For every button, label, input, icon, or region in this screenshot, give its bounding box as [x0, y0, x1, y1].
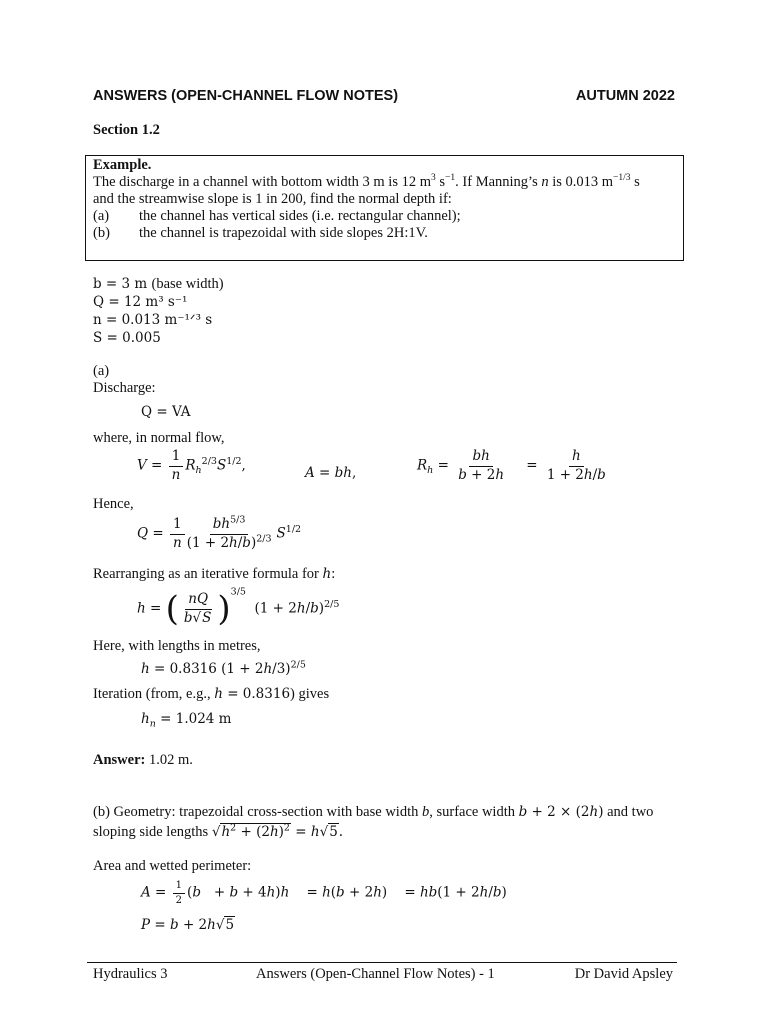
part-b-geometry-line-1: (b) Geometry: trapezoidal cross-section with base width b, surface width b + 2 × (2h) and two	[93, 804, 654, 820]
example-item-b-label: (b)	[93, 225, 110, 241]
given-manning: n = 0.013 m⁻¹ᐟ³ s	[93, 312, 213, 328]
eq-area: A = bh,	[305, 465, 357, 481]
here-text: Here, with lengths in metres,	[93, 638, 261, 654]
iteration-text: Iteration (from, e.g., h = 0.8316) gives	[93, 686, 330, 702]
eq-wetted-perimeter: P = b + 2h√5	[141, 917, 235, 933]
footer-divider	[87, 962, 677, 963]
page-title: ANSWERS (OPEN-CHANNEL FLOW NOTES)	[93, 88, 399, 104]
example-item-a-text: the channel has vertical sides (i.e. rectangular channel);	[139, 208, 461, 224]
given-discharge: Q = 12 m³ s⁻¹	[93, 294, 188, 310]
example-line-2: and the streamwise slope is 1 in 200, find the normal depth if:	[93, 191, 452, 207]
eq-iterative: h = ( $\frac{nQ}{b√S}$ )$^{3/5}$ $(1 + 2h/b)^{2/5}$	[137, 586, 340, 630]
given-slope: S = 0.005	[93, 330, 161, 346]
footer-center: Answers (Open-Channel Flow Notes) - 1	[256, 966, 495, 982]
area-heading: Area and wetted perimeter:	[93, 858, 252, 874]
term-label: AUTUMN 2022	[575, 88, 675, 104]
given-base-width: b = 3 m (base width)	[93, 276, 224, 292]
eq-q-va: Q = VA	[141, 404, 191, 420]
example-item-b-text: the channel is trapezoidal with side slopes 2H:1V.	[139, 225, 428, 241]
part-b-geometry-line-2: sloping side lengths $√h^2 + (2h)^2 = h√5$.	[93, 822, 344, 840]
example-line-1: The discharge in a channel with bottom width 3 m is 12 $m^3$ $s^{-1}$. If Manning’s n is 0.013 $m^{-1/3}$ s	[93, 173, 640, 190]
part-a-label: (a)	[93, 363, 110, 379]
section-heading: Section 1.2	[93, 122, 160, 138]
answer-line: Answer: 1.02 m.	[93, 752, 193, 768]
rearranging-text: Rearranging as an iterative formula for h:	[93, 566, 336, 582]
eq-result: $h_n = 1.024$ m	[141, 711, 232, 730]
eq-trapezoid-area: A = $\frac{1}{2}$ (b + b + 4h)h = h(b + 2h) = hb(1 + 2h/b)	[141, 880, 507, 906]
footer-right: Dr David Apsley	[574, 966, 673, 982]
hence-text: Hence,	[93, 496, 134, 512]
where-text: where, in normal flow,	[93, 430, 225, 446]
eq-hydraulic-radius: $R_h$ = $\frac{bh}{b + 2h}$ = $\frac{h}{1 + 2h/b}$	[417, 448, 606, 483]
eq-numeric: h = 0.8316 $(1 + 2h/3)^{2/5}$	[141, 659, 306, 677]
eq-velocity: V = $\frac{1}{n}$ $R_h^{2/3}S^{1/2}$,	[137, 448, 246, 483]
example-heading: Example.	[93, 157, 152, 173]
eq-discharge-expanded: Q = $\frac{1}{n}$ $\frac{bh^{5/3}}{(1 + 2h/b)^{2/3}}$ $S^{1/2}$	[137, 514, 302, 551]
discharge-label: Discharge:	[93, 380, 156, 396]
footer-left: Hydraulics 3	[93, 966, 168, 982]
example-item-a-label: (a)	[93, 208, 110, 224]
